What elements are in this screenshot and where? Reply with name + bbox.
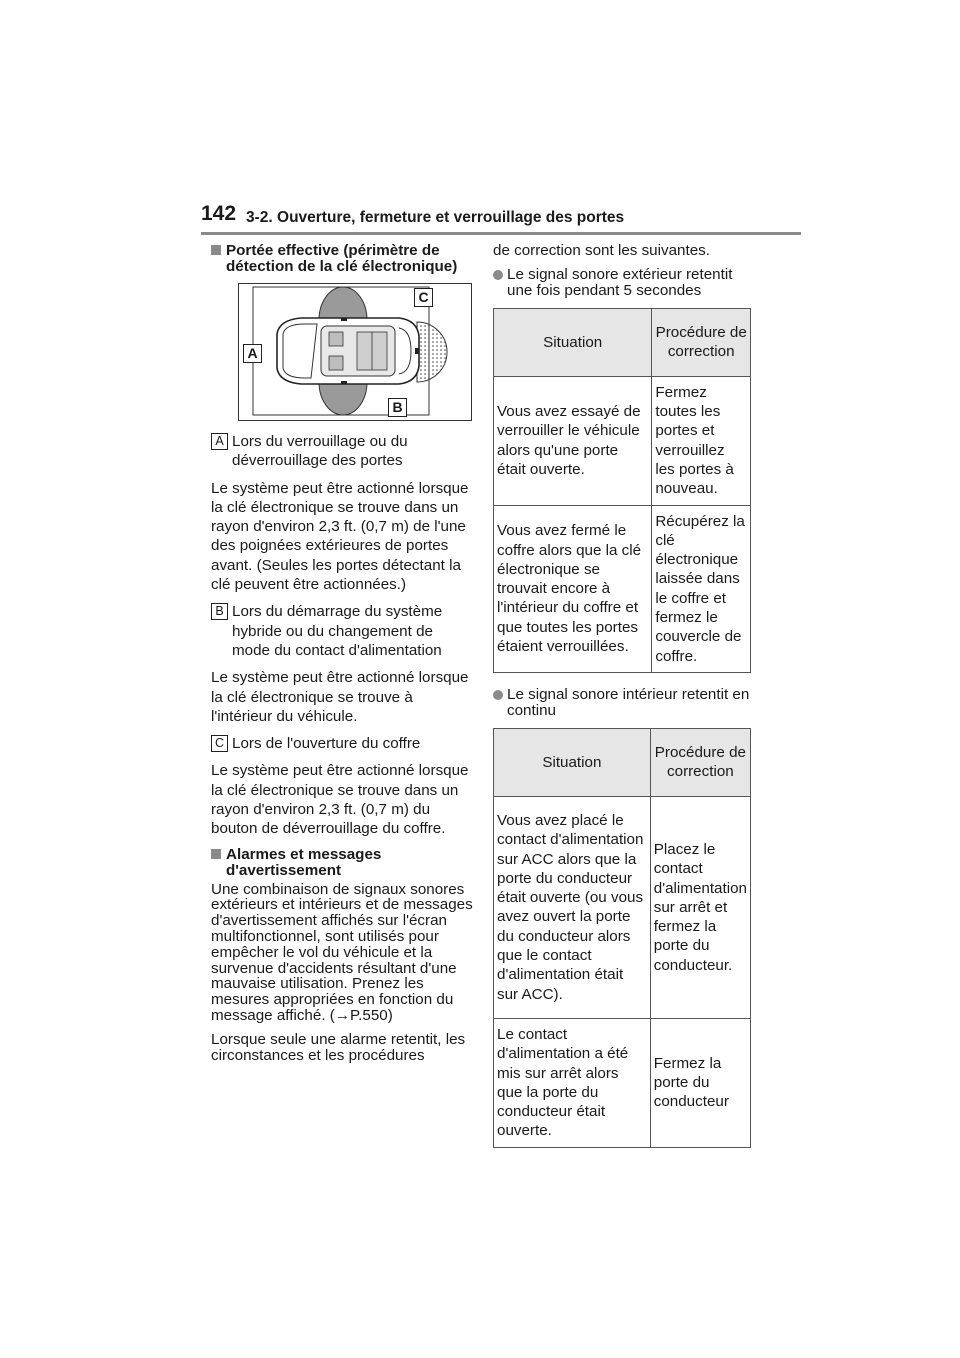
exterior-buzzer-table <box>493 308 751 673</box>
text-c: Le système peut être actionné lorsque la clé électronique se trouve dans un rayon d'environ 2,3 ft. (0,7 m) du bouton de déverrouillage du coffre. <box>211 762 469 838</box>
table-row <box>494 796 751 1018</box>
table-cell: Vous avez placé le contact d'alimentation sur ACC alors que la porte du conducteur était ouverte (ou vous avez ouvert la porte du conducteur alors que le contact d'alimentation était sur ACC). <box>494 796 651 1018</box>
item-a: A Lors du verrouillage ou du déverrouillage des portes <box>211 432 473 471</box>
table-header-procedure: Procédure de correction <box>650 728 750 796</box>
intro-text: de correction sont les suivantes. <box>493 242 710 259</box>
heading-alarms: Alarmes et messages d'avertissement <box>211 847 473 879</box>
table-cell: Vous avez essayé de verrouiller le véhicule alors qu'une porte était ouverte. <box>494 376 652 505</box>
table-header-situation: Situation <box>494 308 652 376</box>
label-box-b: B <box>211 603 228 620</box>
table-cell: Récupérez la clé électronique laissée dans le coffre et fermez le couvercle de coffre. <box>652 505 751 672</box>
table-row <box>494 505 751 672</box>
table-cell: Vous avez fermé le coffre alors que la clé électronique se trouvait encore à l'intérieur du coffre et que toutes les portes étaient verrouillées. <box>494 505 652 672</box>
page-number: 142 <box>201 202 237 225</box>
diagram-label-c: C <box>414 288 433 307</box>
diagram-label-b: B <box>388 398 407 417</box>
round-bullet-icon <box>493 270 503 280</box>
square-bullet-icon <box>211 849 221 859</box>
label-box-a: A <box>211 433 228 450</box>
bullet-exterior-buzzer: Le signal sonore extérieur retentit une fois pendant 5 secondes <box>493 267 758 299</box>
section-title: 3-2. Ouverture, fermeture et verrouillage des portes <box>246 209 625 226</box>
alarms-paragraph: Une combinaison de signaux sonores extérieurs et intérieurs et de messages d'avertissement affichés sur l'écran multifonctionnel, sont utilisés pour empêcher le vol du véhicule et la survenue d'accidents résultant d'une mauvaise utilisation. Prenez les mesures appropriées en fonction du message affiché. (→P.550) <box>211 880 473 1025</box>
square-bullet-icon <box>211 245 221 255</box>
item-c: C Lors de l'ouverture du coffre <box>211 734 473 753</box>
text-b: Le système peut être actionné lorsque la clé électronique se trouve à l'intérieur du véhicule. <box>211 669 469 725</box>
table-header-situation: Situation <box>494 728 651 796</box>
interior-buzzer-table <box>493 728 751 1148</box>
diagram-label-a: A <box>243 344 262 363</box>
table-cell: Placez le contact d'alimentation sur arrêt et fermez la porte du conducteur. <box>650 796 750 1018</box>
heading-effective-range: Portée effective (périmètre de détection de la clé électronique) <box>211 243 473 275</box>
table-cell: Fermez la porte du conducteur <box>650 1018 750 1147</box>
text-a: Le système peut être actionné lorsque la clé électronique se trouve dans un rayon d'environ 2,3 ft. (0,7 m) de l'une des poignées extérieures de portes avant. (Seules les portes détectant la clé peuvent être actionnées.) <box>211 479 469 594</box>
car-detection-illustration <box>239 284 471 420</box>
table-cell: Fermez toutes les portes et verrouillez les portes à nouveau. <box>652 376 751 505</box>
label-box-c: C <box>211 735 228 752</box>
table-row <box>494 376 751 505</box>
header-rule <box>201 232 801 235</box>
left-column <box>211 243 473 1071</box>
right-column <box>493 243 758 1162</box>
bullet-interior-buzzer: Le signal sonore intérieur retentit en continu <box>493 687 758 719</box>
round-bullet-icon <box>493 690 503 700</box>
detection-range-diagram <box>238 283 472 421</box>
alarms-paragraph-2: Lorsque seule une alarme retentit, les circonstances et les procédures <box>211 1030 466 1064</box>
item-b: B Lors du démarrage du système hybride ou du changement de mode du contact d'alimentation <box>211 602 473 660</box>
table-cell: Le contact d'alimentation a été mis sur arrêt alors que la porte du conducteur était ouverte. <box>494 1018 651 1147</box>
table-row <box>494 1018 751 1147</box>
table-header-procedure: Procédure de correction <box>652 308 751 376</box>
